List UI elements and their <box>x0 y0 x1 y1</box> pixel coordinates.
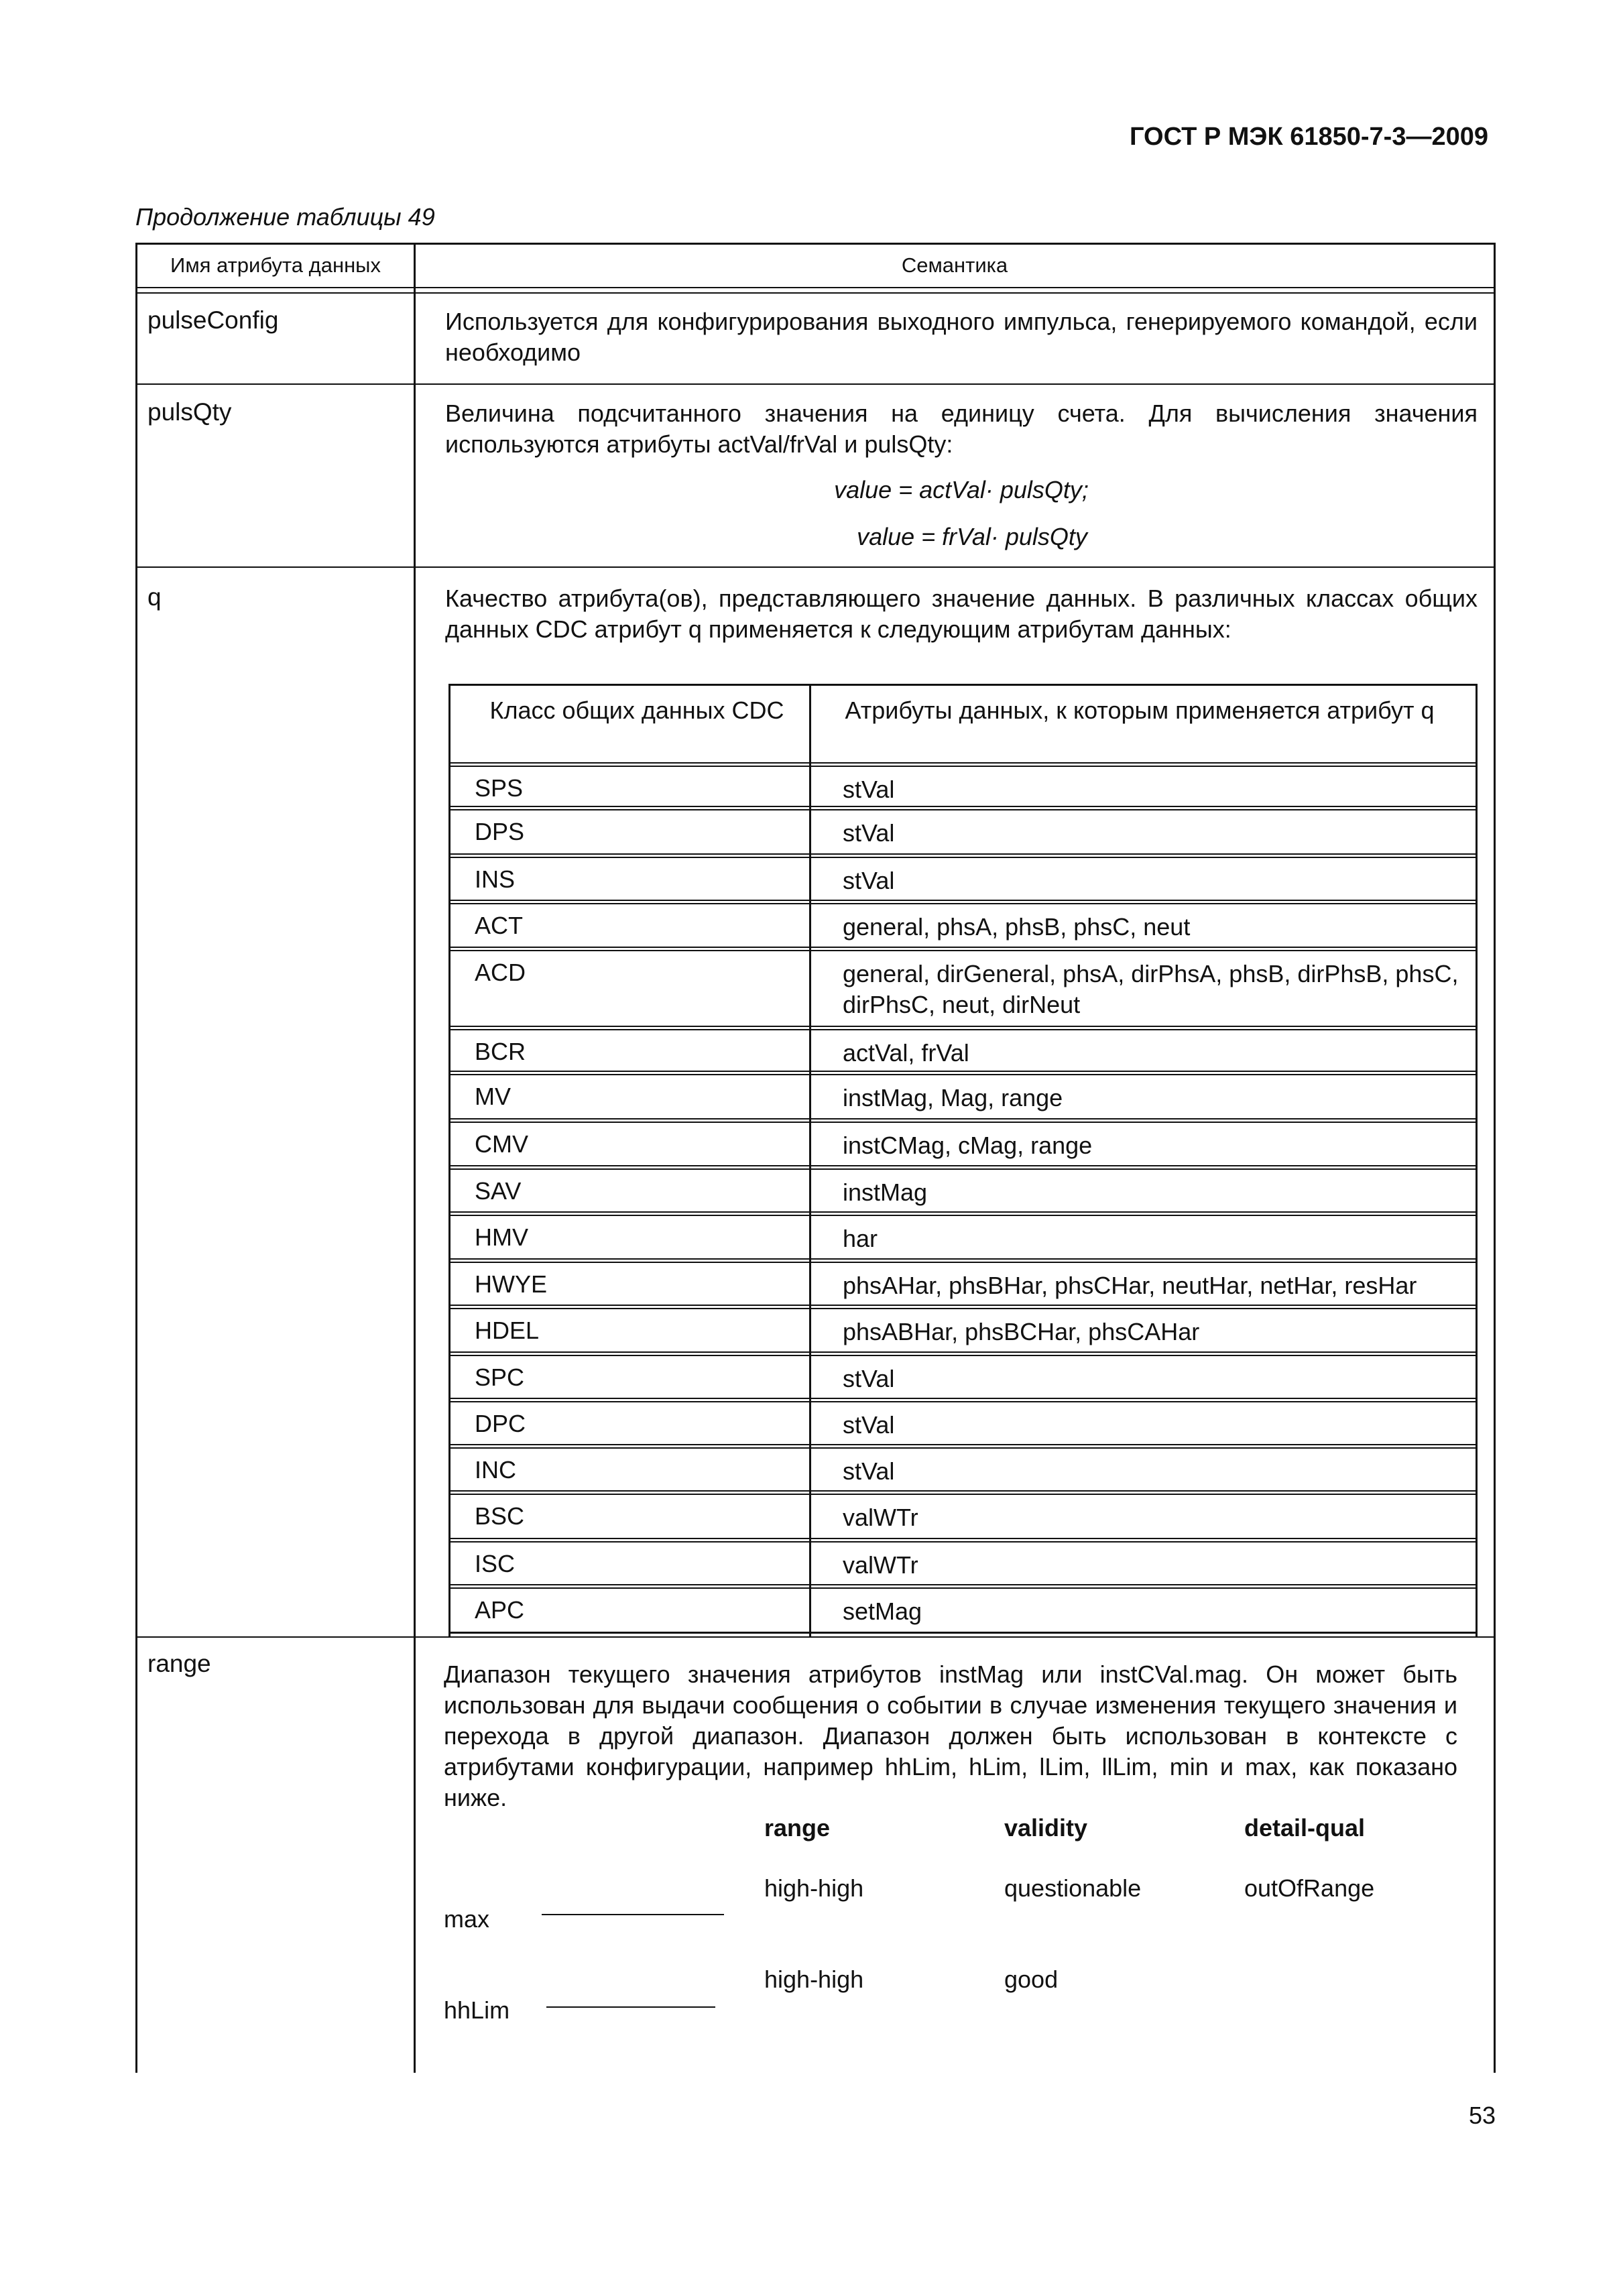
validity-value: questionable <box>1004 1874 1142 1902</box>
cdc-class-cell: INC <box>475 1456 516 1484</box>
cdc-class-cell: HDEL <box>475 1317 540 1344</box>
formula-frval: value = frVal· pulsQty <box>857 523 1087 550</box>
cdc-attributes-cell: stVal <box>843 776 895 803</box>
cdc-header-class: Класс общих данных CDC <box>489 697 784 724</box>
cdc-class-cell: APC <box>475 1596 525 1624</box>
range-header-range: range <box>764 1814 831 1841</box>
cdc-attributes-cell: instMag <box>843 1179 928 1206</box>
cdc-class-cell: BSC <box>475 1502 525 1530</box>
cdc-attributes-cell: valWTr <box>843 1551 918 1579</box>
range-header-validity: validity <box>1004 1814 1088 1841</box>
cdc-attributes-cell: actVal, frVal <box>843 1039 969 1067</box>
page-number: 53 <box>1468 2102 1496 2129</box>
cdc-header-attributes: Атрибуты данных, к которым применяется атрибут q <box>845 697 1435 724</box>
cdc-class-cell: SAV <box>475 1177 522 1205</box>
cdc-class-cell: ACD <box>475 959 526 986</box>
cdc-class-cell: HMV <box>475 1223 528 1251</box>
cdc-attributes-cell: valWTr <box>843 1504 918 1531</box>
cdc-attributes-cell: stVal <box>843 1365 895 1392</box>
cdc-attributes-cell: stVal <box>843 867 895 894</box>
cdc-class-cell: MV <box>475 1083 511 1110</box>
table-caption: Продолжение таблицы 49 <box>135 203 435 231</box>
validity-value: good <box>1004 1966 1059 1993</box>
row-text-pulsqty: Величина подсчитанного значения на единицу счета. Для вычисления значения используются атрибуты actVal/frVal и pulsQty: <box>445 400 1478 458</box>
limit-line-max <box>542 1914 724 1915</box>
cdc-attributes-cell: instMag, Mag, range <box>843 1084 1063 1111</box>
cdc-attributes-cell: phsAHar, phsBHar, phsCHar, neutHar, netHar, resHar <box>843 1272 1417 1299</box>
row-name-pulseconfig: pulseConfig <box>147 306 279 334</box>
row-name-pulsqty: pulsQty <box>147 398 232 426</box>
limit-label-max: max <box>444 1905 490 1933</box>
cdc-attributes-cell: stVal <box>843 1411 895 1439</box>
detail-qual-value: outOfRange <box>1244 1874 1375 1902</box>
row-name-range: range <box>147 1650 211 1677</box>
cdc-attributes-cell: general, phsA, phsB, phsC, neut <box>843 913 1191 941</box>
cdc-class-cell: SPC <box>475 1364 525 1391</box>
cdc-class-cell: SPS <box>475 774 524 802</box>
cdc-class-cell: INS <box>475 865 516 893</box>
formula-actval: value = actVal· pulsQty; <box>834 476 1089 503</box>
cdc-attributes-cell: phsABHar, phsBCHar, phsCAHar <box>843 1318 1200 1345</box>
row-name-q: q <box>147 583 162 611</box>
row-text-q: Качество атрибута(ов), представляющего значение данных. В различных классах общих данных CDC атрибут q применяется к следующим атрибутам данных: <box>445 585 1478 643</box>
cdc-attributes-cell: setMag <box>843 1597 922 1625</box>
range-value: high-high <box>764 1966 864 1993</box>
cdc-attributes-cell: instCMag, cMag, range <box>843 1132 1093 1159</box>
cdc-attributes-cell: stVal <box>843 1457 895 1485</box>
row-text-pulseconfig: Используется для конфигурирования выходного импульса, генерируемого командой, если необходимо <box>445 308 1478 366</box>
cdc-class-cell: ISC <box>475 1550 516 1577</box>
column-header-attribute-name: Имя атрибута данных <box>170 253 381 277</box>
row-text-range: Диапазон текущего значения атрибутов instMag или instCVal.mag. Он может быть использован для выдачи сообщения о событии в случае изменения текущего значения и перехода в другой диапазон. Диапазон должен быть использован в контексте с атрибутами конфигурации, например hhLim, hLim, lLim, llLim, min и max, как показано ниже. <box>444 1660 1457 1811</box>
cdc-class-cell: DPC <box>475 1410 526 1437</box>
cdc-class-cell: ACT <box>475 912 523 939</box>
cdc-class-cell: DPS <box>475 818 525 845</box>
cdc-attributes-cell: stVal <box>843 819 895 847</box>
cdc-attributes-cell: general, dirGeneral, phsA, dirPhsA, phsB, dirPhsB, phsC, dirPhsC, neut, dirNeut <box>843 960 1459 1018</box>
cdc-class-cell: HWYE <box>475 1270 547 1298</box>
cdc-attributes-cell: har <box>843 1225 878 1252</box>
limit-line-hhlim <box>546 2006 715 2008</box>
document-id: ГОСТ Р МЭК 61850-7-3—2009 <box>1130 123 1488 151</box>
column-header-semantics: Семантика <box>901 253 1008 277</box>
limit-label-hhlim: hhLim <box>444 1996 510 2024</box>
range-header-detail-qual: detail-qual <box>1244 1814 1366 1841</box>
cdc-class-cell: BCR <box>475 1038 526 1065</box>
cdc-class-cell: CMV <box>475 1130 528 1158</box>
range-value: high-high <box>764 1874 864 1902</box>
